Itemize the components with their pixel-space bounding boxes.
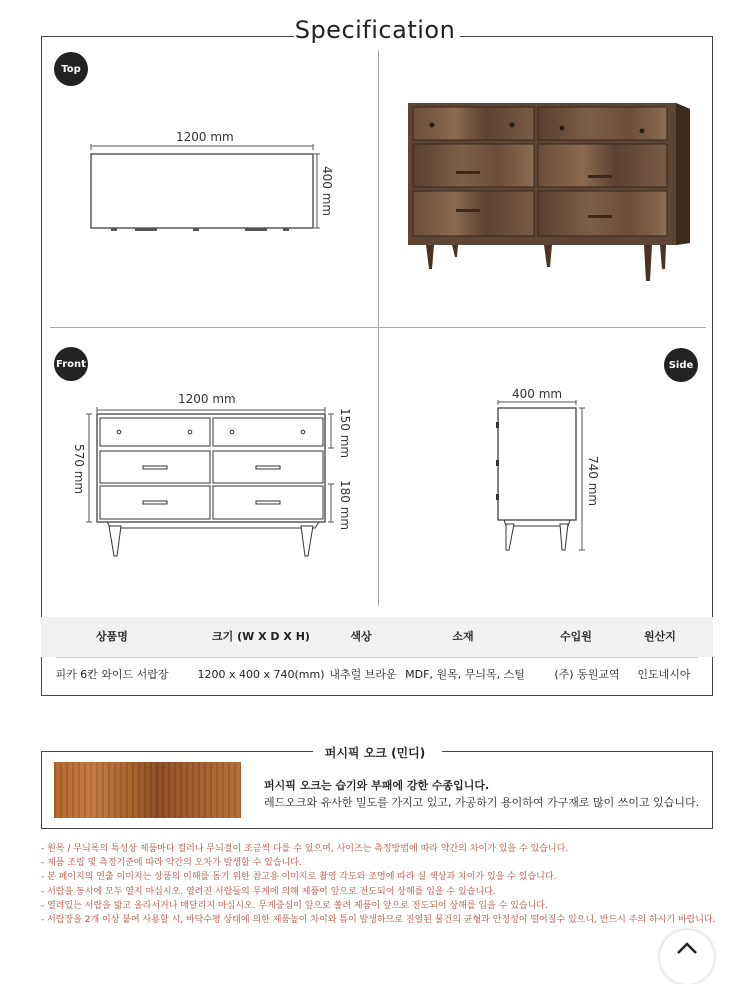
note-item: - 원목 / 무늬목의 특성상 제품마다 컬러나 무늬결이 조금씩 다를 수 있으며, 사이즈는 측정방법에 따라 약간의 차이가 있을 수 있습니다. — [41, 844, 569, 854]
scroll-top-button[interactable] — [660, 930, 714, 984]
td-product-name: 피카 6칸 와이드 서랍장 — [55, 668, 169, 681]
divider-vertical — [378, 50, 379, 606]
caution-notes — [41, 842, 721, 927]
side-depth-label: 400 mm — [512, 387, 563, 401]
badge-top: Top — [54, 52, 88, 86]
product-image — [404, 95, 696, 291]
material-title: 퍼시픽 오크 (민디) — [324, 746, 426, 760]
front-height-label: 570 mm — [72, 444, 86, 495]
badge-side: Side — [664, 348, 698, 382]
note-item: - 서랍장을 2개 이상 붙여 사용할 시, 바닥수평 상태에 의한 제품높이 차이와 틈이 발생하므로 진열된 물건의 균형과 안정성이 떨어질수 있으니, 반드시 주의 하시기 바랍니다. — [41, 915, 716, 926]
top-width-label: 1200 mm — [176, 130, 234, 144]
top-depth-label: 400 mm — [320, 166, 334, 217]
note-item: - 서랍을 동시에 모두 열지 마십시오. 열려진 서랍들의 무게에 의해 제품이 앞으로 전도되어 상해를 입을 수 있습니다. — [41, 886, 496, 897]
spec-title: Specification — [294, 16, 456, 44]
note-item: - 제품 조립 및 측정기준에 따라 약간의 오차가 발생할 수 있습니다. — [41, 858, 302, 869]
front-view-drawing — [85, 404, 345, 558]
side-height-label: 740 mm — [586, 456, 600, 507]
td-material: MDF, 원목, 무늬목, 스틸 — [405, 668, 525, 681]
front-width-label: 1200 mm — [178, 392, 236, 406]
note-item: - 열려있는 서랍을 밟고 올라서거나 매달리지 마십시오. 무게중심이 앞으로 쏠려 제품이 앞으로 전도되어 상해를 입을 수 있습니다. — [41, 900, 548, 911]
td-size: 1200 x 400 x 740(mm) — [197, 668, 325, 681]
divider-horizontal — [50, 327, 706, 328]
side-view-drawing — [492, 400, 588, 556]
material-headline: 퍼시픽 오크는 습기와 부패에 강한 수종입니다. — [264, 779, 490, 792]
top-view-drawing — [85, 144, 325, 239]
material-description: 레드오크와 유사한 밀도를 가지고 있고, 가공하기 용이하여 가구재로 많이 쓰이고 있습니다. — [264, 796, 700, 809]
td-origin: 인도네시아 — [637, 668, 691, 681]
th-color: 색상 — [350, 630, 372, 643]
th-importer: 수입원 — [560, 630, 592, 643]
spec-table-header — [41, 617, 713, 657]
chevron-up-icon — [675, 940, 699, 956]
th-material: 소재 — [452, 630, 474, 643]
badge-front: Front — [54, 347, 88, 381]
front-drawer-top-label: 150 mm — [338, 408, 352, 459]
td-color: 내추럴 브라운 — [329, 668, 397, 681]
th-product-name: 상품명 — [96, 630, 128, 643]
front-drawer-low-label: 180 mm — [338, 480, 352, 531]
spec-table-row — [41, 657, 713, 695]
note-item: - 본 페이지의 연출 이미지는 상품의 이해를 돕기 위한 참고용 이미지로 촬영 각도와 조명에 따라 실 색상과 차이가 있을 수 있습니다. — [41, 872, 557, 883]
wood-swatch — [54, 762, 241, 818]
td-importer: (주) 동원교역 — [554, 668, 620, 681]
th-origin: 원산지 — [644, 630, 676, 643]
th-size: 크기 (W X D X H) — [212, 630, 310, 643]
